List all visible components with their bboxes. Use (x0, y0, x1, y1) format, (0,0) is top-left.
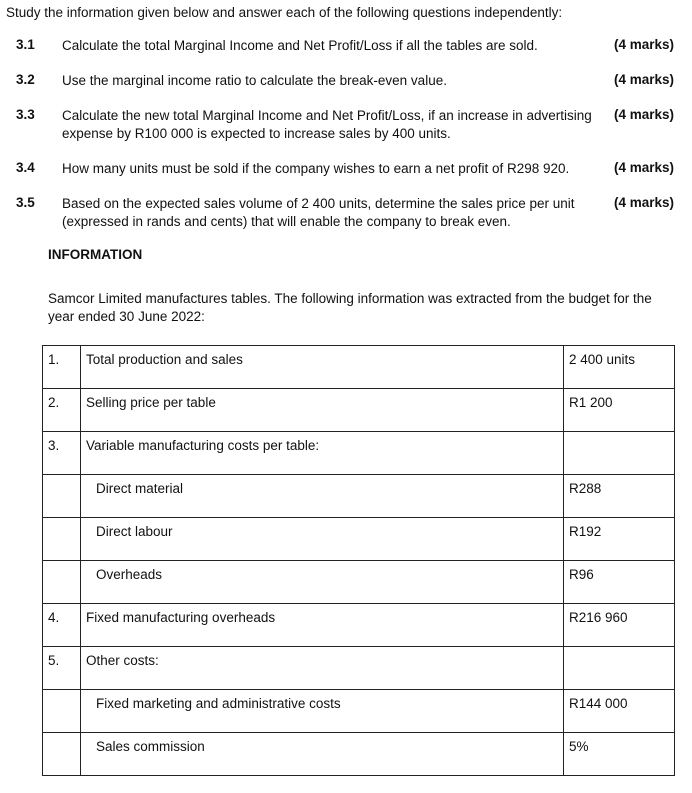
row-number: 3. (43, 432, 81, 475)
row-label: Other costs: (81, 647, 564, 690)
table-row (43, 432, 675, 475)
row-label: Selling price per table (81, 389, 564, 432)
table-row (43, 604, 675, 647)
table-row (43, 733, 675, 776)
question-number: 3.5 (16, 195, 35, 210)
question-marks: (4 marks) (613, 107, 674, 122)
row-number: 5. (43, 647, 81, 690)
row-number (43, 690, 81, 733)
row-value (564, 432, 675, 475)
question-number: 3.1 (16, 37, 35, 52)
row-number (43, 561, 81, 604)
question-text: Use the marginal income ratio to calculate the break-even value. (62, 73, 447, 88)
question-marks: (4 marks) (613, 160, 674, 175)
table-row (43, 389, 675, 432)
row-value: R216 960 (564, 604, 675, 647)
row-value: R1 200 (564, 389, 675, 432)
row-label: Fixed manufacturing overheads (81, 604, 564, 647)
row-number: 1. (43, 346, 81, 389)
question-marks: (4 marks) (613, 37, 674, 52)
row-number (43, 733, 81, 776)
row-label: Total production and sales (81, 346, 564, 389)
row-number (43, 475, 81, 518)
question-number: 3.3 (16, 107, 35, 122)
table-row (43, 690, 675, 733)
budget-table (42, 345, 675, 776)
question-text: How many units must be sold if the company wishes to earn a net profit of R298 920. (62, 161, 570, 176)
row-value: R96 (564, 561, 675, 604)
question-marks: (4 marks) (613, 195, 674, 210)
row-value: R144 000 (564, 690, 675, 733)
question-text: Calculate the new total Marginal Income and Net Profit/Loss, if an increase in advertising expense by R100 000 is expected to increase sales by 400 units. (62, 108, 592, 141)
table-row (43, 346, 675, 389)
row-label: Sales commission (81, 733, 564, 776)
question-number: 3.4 (16, 160, 35, 175)
row-number: 4. (43, 604, 81, 647)
row-value: 2 400 units (564, 346, 675, 389)
question-text: Based on the expected sales volume of 2 400 units, determine the sales price per unit (expressed in rands and cents) that will enable the company to break even. (62, 196, 575, 229)
row-value: 5% (564, 733, 675, 776)
row-value (564, 647, 675, 690)
information-paragraph: Samcor Limited manufactures tables. The following information was extracted from the budget for the year ended 30 June 2022: (48, 291, 652, 324)
question-number: 3.2 (16, 72, 35, 87)
instructions-text: Study the information given below and answer each of the following questions independently: (6, 5, 563, 20)
row-label: Variable manufacturing costs per table: (81, 432, 564, 475)
row-label: Overheads (81, 561, 564, 604)
information-heading: INFORMATION (48, 247, 143, 262)
table-row (43, 647, 675, 690)
row-value: R192 (564, 518, 675, 561)
question-text: Calculate the total Marginal Income and Net Profit/Loss if all the tables are sold. (62, 38, 538, 53)
row-label: Fixed marketing and administrative costs (81, 690, 564, 733)
table-row (43, 475, 675, 518)
row-label: Direct labour (81, 518, 564, 561)
table-row (43, 561, 675, 604)
question-marks: (4 marks) (613, 72, 674, 87)
row-number: 2. (43, 389, 81, 432)
row-number (43, 518, 81, 561)
row-value: R288 (564, 475, 675, 518)
row-label: Direct material (81, 475, 564, 518)
table-row (43, 518, 675, 561)
